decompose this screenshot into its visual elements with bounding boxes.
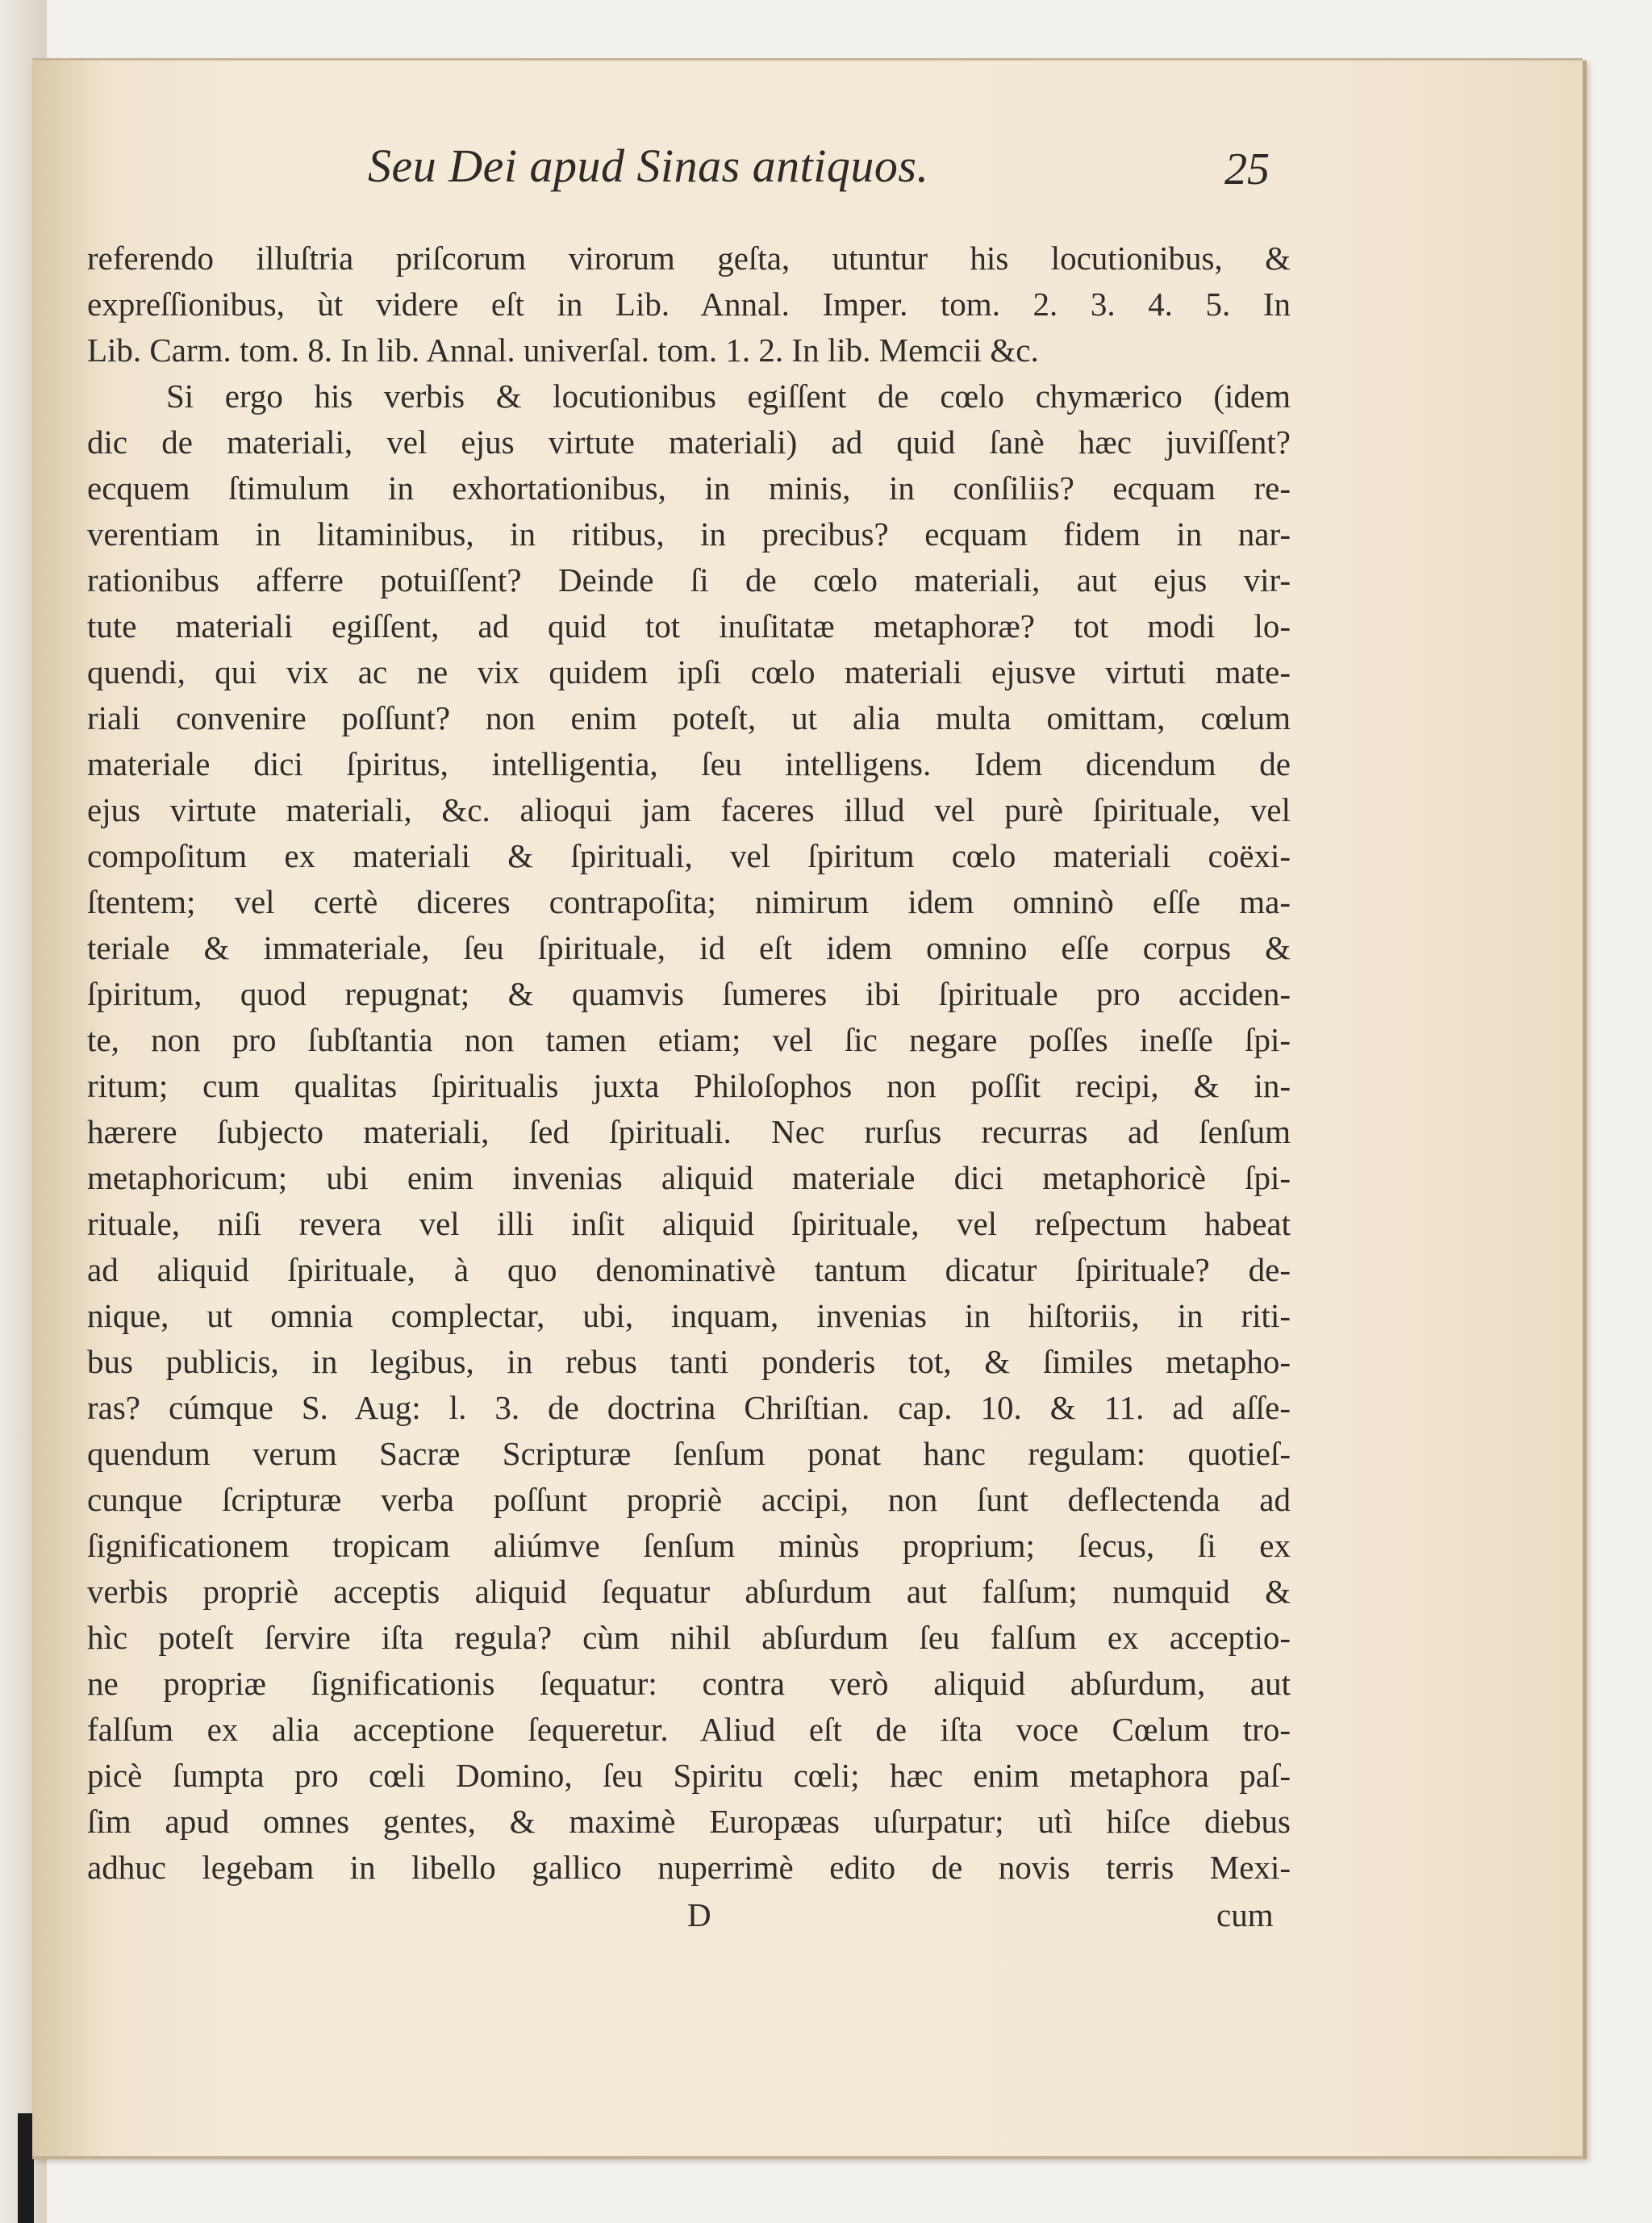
text-line: tute materiali egiſſent, ad quid tot inuſitatæ metaphoræ? tot modi lo- [87, 607, 1291, 644]
running-head: Seu Dei apud Sinas antiquos. [368, 140, 929, 192]
text-line: compoſitum ex materiali & ſpirituali, vel ſpiritum cœlo materiali coëxi- [87, 837, 1291, 874]
text-line: ne propriæ ſignificationis ſequatur: contra verò aliquid abſurdum, aut [87, 1665, 1291, 1702]
text-line: ſpiritum, quod repugnat; & quamvis ſumeres ibi ſpirituale pro acciden- [87, 975, 1291, 1012]
text-line: ecquem ſtimulum in exhortationibus, in minis, in conſiliis? ecquam re- [87, 469, 1291, 507]
body-text [87, 236, 1291, 1891]
text-line: expreſſionibus, ùt videre eſt in Lib. Annal. Imper. tom. 2. 3. 4. 5. In [87, 286, 1291, 323]
text-line: Si ergo his verbis & locutionibus egiſſent de cœlo chymærico (idem [166, 377, 1291, 415]
text-line: metaphoricum; ubi enim invenias aliquid materiale dici metaphoricè ſpi- [87, 1159, 1291, 1196]
text-line: ad aliquid ſpirituale, à quo denominativè tantum dicatur ſpirituale? de- [87, 1251, 1291, 1288]
text-line: quendum verum Sacræ Scripturæ ſenſum ponat hanc regulam: quotieſ- [87, 1435, 1291, 1472]
text-line: ſignificationem tropicam aliúmve ſenſum minùs proprium; ſecus, ſi ex [87, 1527, 1291, 1564]
text-line: ſim apud omnes gentes, & maximè Europæas uſurpatur; utì hiſce diebus [87, 1803, 1291, 1840]
text-line: falſum ex alia acceptione ſequeretur. Aliud eſt de iſta voce Cœlum tro- [87, 1711, 1291, 1748]
text-line: picè ſumpta pro cœli Domino, ſeu Spiritu cœli; hæc enim metaphora paſ- [87, 1757, 1291, 1794]
text-line: referendo illuſtria priſcorum virorum geſta, utuntur his locutionibus, & [87, 240, 1291, 277]
text-line: riali convenire poſſunt? non enim poteſt, ut alia multa omittam, cœlum [87, 699, 1291, 736]
text-line: te, non pro ſubſtantia non tamen etiam; vel ſic negare poſſes ineſſe ſpi- [87, 1021, 1291, 1058]
signature-mark: D [687, 1896, 711, 1933]
text-line: ſtentem; vel certè diceres contrapoſita; nimirum idem omninò eſſe ma- [87, 883, 1291, 920]
text-line: teriale & immateriale, ſeu ſpirituale, id eſt idem omnino eſſe corpus & [87, 929, 1291, 966]
text-line: verbis propriè acceptis aliquid ſequatur abſurdum aut falſum; numquid & [87, 1573, 1291, 1610]
text-line: rituale, niſi revera vel illi inſit aliquid ſpirituale, vel reſpectum habeat [87, 1205, 1291, 1242]
text-line: ejus virtute materiali, &c. alioqui jam faceres illud vel purè ſpirituale, vel [87, 791, 1291, 828]
page-number: 25 [1224, 144, 1270, 194]
text-line: rationibus afferre potuiſſent? Deinde ſi de cœlo materiali, aut ejus vir- [87, 561, 1291, 598]
text-line: hìc poteſt ſervire iſta regula? cùm nihil abſurdum ſeu falſum ex acceptio- [87, 1619, 1291, 1656]
text-line: bus publicis, in legibus, in rebus tanti ponderis tot, & ſimiles metapho- [87, 1343, 1291, 1380]
text-line: materiale dici ſpiritus, intelligentia, ſeu intelligens. Idem dicendum de [87, 745, 1291, 782]
text-line: Lib. Carm. tom. 8. In lib. Annal. univerſal. tom. 1. 2. In lib. Memcii &c. [87, 332, 1039, 369]
text-line: adhuc legebam in libello gallico nuperrimè edito de novis terris Mexi- [87, 1849, 1291, 1886]
text-line: dic de materiali, vel ejus virtute materiali) ad quid ſanè hæc juviſſent? [87, 423, 1291, 461]
catchword: cum [1216, 1896, 1274, 1933]
text-line: verentiam in litaminibus, in ritibus, in precibus? ecquam fidem in nar- [87, 515, 1291, 553]
text-line: cunque ſcripturæ verba poſſunt propriè accipi, non ſunt deflectenda ad [87, 1481, 1291, 1518]
text-line: nique, ut omnia complectar, ubi, inquam, invenias in hiſtoriis, in riti- [87, 1297, 1291, 1334]
text-line: hærere ſubjecto materiali, ſed ſpirituali. Nec rurſus recurras ad ſenſum [87, 1113, 1291, 1150]
binding-shadow [18, 2113, 34, 2223]
text-line: ras? cúmque S. Aug: l. 3. de doctrina Chriſtian. cap. 10. & 11. ad aſſe- [87, 1389, 1291, 1426]
text-line: quendi, qui vix ac ne vix quidem ipſi cœlo materiali ejusve virtuti mate- [87, 653, 1291, 690]
text-line: ritum; cum qualitas ſpiritualis juxta Philoſophos non poſſit recipi, & in- [87, 1067, 1291, 1104]
